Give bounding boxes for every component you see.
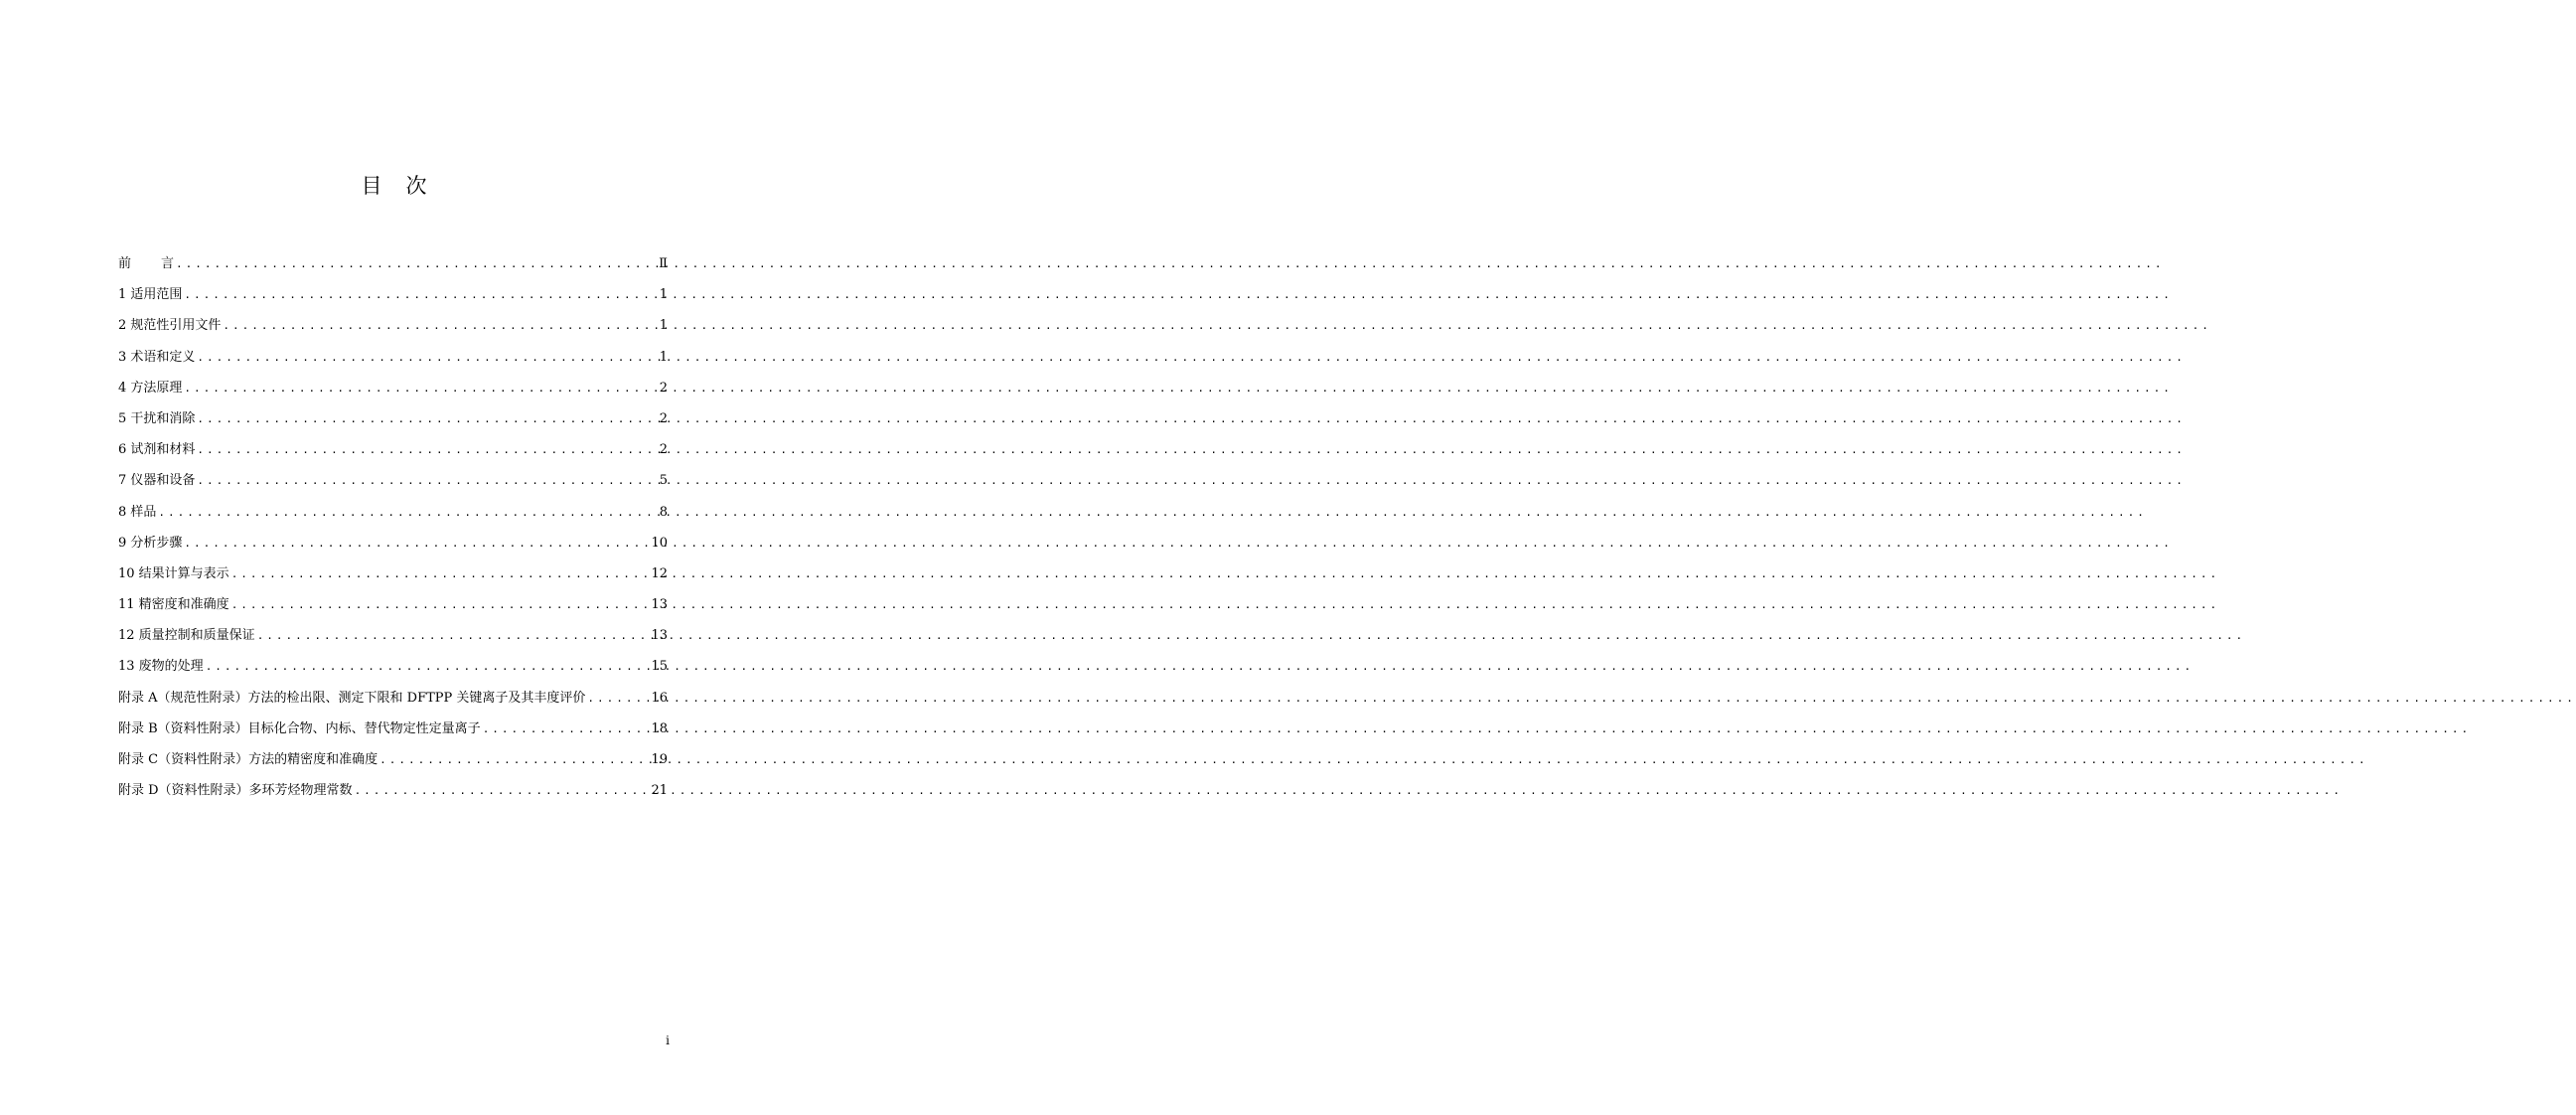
- toc-entry-label: 2 规范性引用文件: [118, 318, 222, 334]
- toc-entry[interactable]: [118, 651, 668, 682]
- page-number: i: [666, 1034, 670, 1047]
- toc-dot-leader: [231, 589, 648, 620]
- toc-entry-page: Ⅱ: [659, 256, 668, 271]
- toc-entry-label: 附录 A（规范性附录）方法的检出限、测定下限和 DFTPP 关键离子及其丰度评价: [118, 690, 586, 706]
- toc-entry-label: 前 言: [118, 256, 175, 271]
- toc-entry[interactable]: [118, 279, 668, 310]
- toc-entry-label: 附录 C（资料性附录）方法的精密度和准确度: [118, 752, 379, 767]
- toc-dot-leader: [223, 310, 655, 341]
- page-title-char-2: 次: [405, 174, 427, 198]
- toc-entry[interactable]: [118, 434, 668, 465]
- toc-entry-page: 12: [651, 565, 668, 581]
- toc-entry-label: 9 分析步骤: [118, 535, 183, 551]
- toc-dot-leader: [197, 403, 655, 434]
- toc-entry-label: 4 方法原理: [118, 380, 183, 396]
- toc-entry-page: 18: [651, 720, 668, 736]
- toc-entry-label: 附录 B（资料性附录）目标化合物、内标、替代物定性定量离子: [118, 720, 481, 736]
- toc-entry-page: 2: [659, 410, 668, 426]
- toc-entry-page: 2: [659, 380, 668, 396]
- toc-dot-leader: [257, 620, 648, 651]
- page-title: [0, 171, 788, 201]
- toc-dot-leader: [184, 373, 655, 403]
- toc-dot-leader: [587, 683, 647, 714]
- toc-dot-leader: [483, 714, 648, 744]
- toc-dot-leader: [158, 497, 655, 528]
- toc-dot-leader: [184, 528, 647, 558]
- toc-entry[interactable]: [118, 373, 668, 403]
- toc-dot-leader: [379, 744, 647, 775]
- toc-entry-label: 1 适用范围: [118, 287, 183, 303]
- toc-entry-page: 15: [651, 659, 668, 675]
- toc-entry-label: 8 样品: [118, 504, 157, 520]
- toc-entry[interactable]: [118, 403, 668, 434]
- toc-dot-leader: [197, 434, 655, 465]
- toc-dot-leader: [184, 279, 655, 310]
- toc-entry-label: 12 质量控制和质量保证: [118, 628, 255, 644]
- toc-entry-label: 附录 D（资料性附录）多环芳烃物理常数: [118, 783, 353, 799]
- toc-entry-page: 8: [659, 504, 668, 520]
- toc-entry-page: 19: [651, 752, 668, 767]
- toc-entry-page: 21: [651, 783, 668, 799]
- toc-entry-page: 1: [659, 349, 668, 365]
- toc-entry-page: 13: [651, 628, 668, 644]
- toc-entry-label: 10 结果计算与表示: [118, 565, 229, 581]
- toc-entry-label: 13 废物的处理: [118, 659, 204, 675]
- toc-dot-leader: [206, 651, 648, 682]
- toc-dot-leader: [231, 558, 648, 589]
- toc-entry-page: 10: [651, 535, 668, 551]
- toc-entry[interactable]: [118, 558, 668, 589]
- toc-entry-appendix-b[interactable]: [118, 714, 668, 744]
- toc-dot-leader: [197, 465, 655, 496]
- toc-entry-appendix-c[interactable]: [118, 744, 668, 775]
- toc-entry-label: 3 术语和定义: [118, 349, 196, 365]
- toc-entry[interactable]: [118, 465, 668, 496]
- toc-entry-page: 5: [659, 473, 668, 489]
- toc-entry-page: 1: [659, 287, 668, 303]
- toc-entry[interactable]: [118, 620, 668, 651]
- toc-entry[interactable]: [118, 497, 668, 528]
- toc-entry[interactable]: [118, 342, 668, 373]
- toc-entry-foreword[interactable]: [118, 248, 668, 279]
- toc-dot-leader: [197, 342, 655, 373]
- toc-entry-page: 2: [659, 442, 668, 458]
- toc-entry-label: 11 精密度和准确度: [118, 597, 229, 613]
- page-title-char-1: 目: [361, 174, 382, 198]
- toc-entry-label: 5 干扰和消除: [118, 410, 196, 426]
- toc-entry-appendix-a[interactable]: [118, 683, 668, 714]
- toc-entry-label: 7 仪器和设备: [118, 473, 196, 489]
- toc-entry-page: 13: [651, 597, 668, 613]
- toc-dot-leader: [355, 775, 648, 806]
- table-of-contents: [118, 248, 668, 806]
- toc-entry-page: 1: [659, 318, 668, 334]
- toc-dot-leader: [176, 248, 655, 279]
- toc-entry[interactable]: [118, 589, 668, 620]
- toc-entry-page: 16: [651, 690, 668, 706]
- toc-entry[interactable]: [118, 310, 668, 341]
- toc-entry-label: 6 试剂和材料: [118, 442, 196, 458]
- toc-entry[interactable]: [118, 528, 668, 558]
- toc-entry-appendix-d[interactable]: [118, 775, 668, 806]
